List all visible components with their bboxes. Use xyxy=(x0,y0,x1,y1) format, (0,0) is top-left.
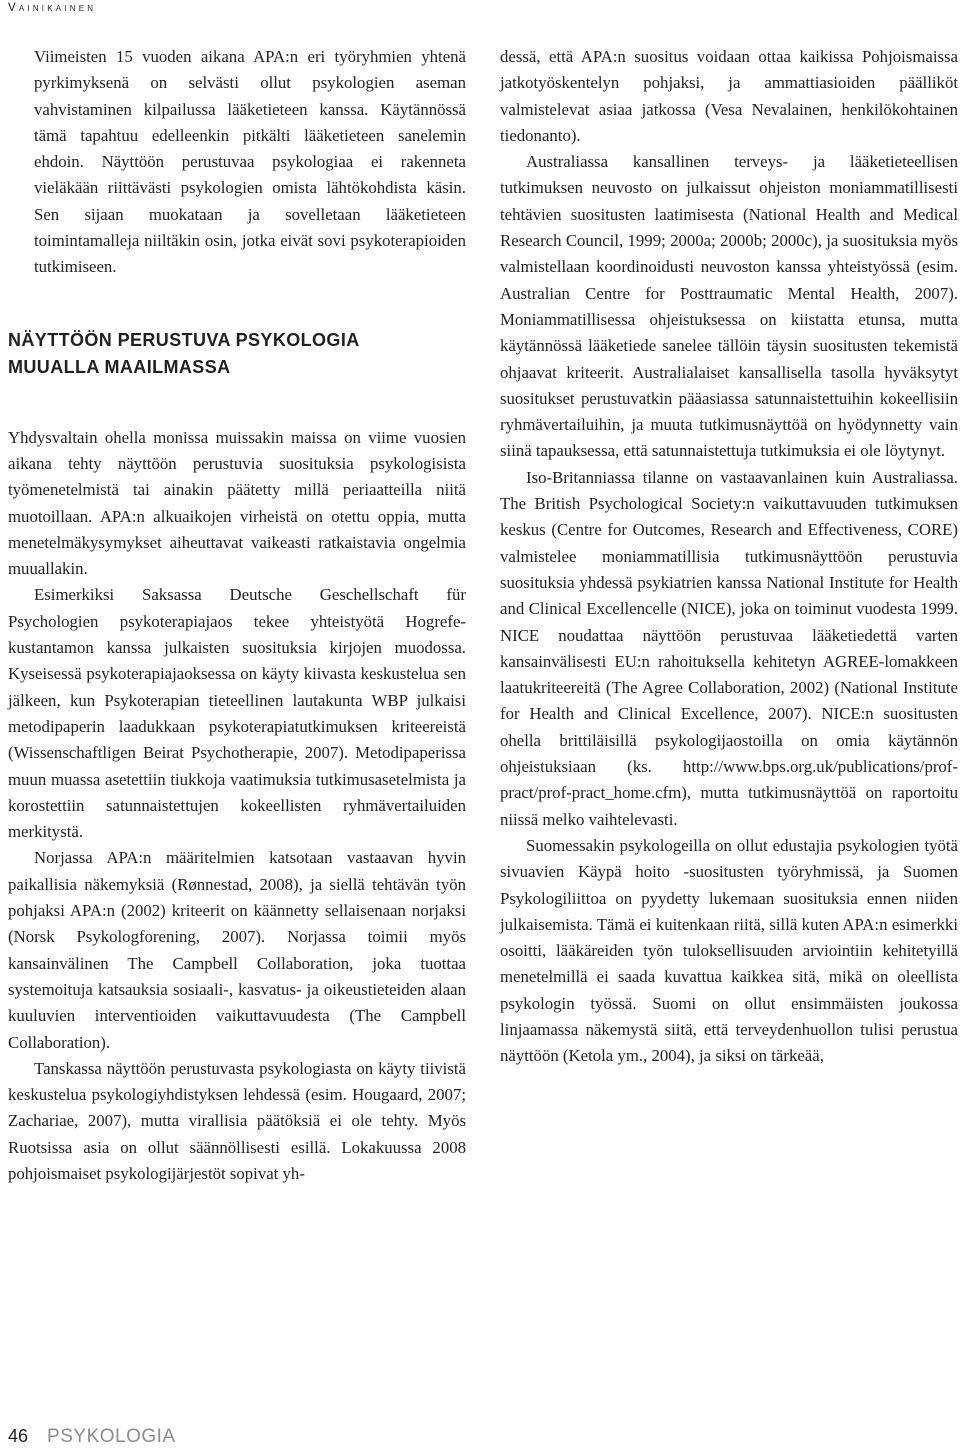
body-paragraph: Iso-Britanniassa tilanne on vastaavanlainen kuin Australiassa. The British Psychological Society:n vaikuttavuuden tutkimuksen keskus (Centre for Outcomes, Research and Effectiveness, CORE) valmistelee moniammatillisia tutkimusnäyttöön perustuvia suosituksia yhdessä psykiatrien kanssa National Institute for Health and Clinical Excellencelle (NICE), joka on toiminut vuodesta 1999. NICE noudattaa näyttöön perustuvaa lääketiedettä varten kansainvälisesti EU:n rahoituksella kehitetyn AGREE-lomakkeen laatukriteereitä (The Agree Collaboration, 2002) (National Institute for Health and Clinical Excellence, 2007). NICE:n suositusten ohella brittiläisillä psykologijaostoilla on omia käytännön ohjeistuksiaan (ks. http://www.bps.org.uk/publications/prof-pract/prof-pract_home.cfm), mutta tutkimusnäyttöä on raportoitu niissä melko vaihtelevasti. xyxy=(500,467,958,829)
body-paragraph: Norjassa APA:n määritelmien katsotaan vastaavan hyvin paikallisia näkemyksiä (Rønnestad, 2008), ja siellä tehtävän työn pohjaksi APA:n (2002) kriteerit on käännetty sellaisenaan norjaksi (Norsk Psykologforening, 2007). Norjassa toimii myös kansainvälinen The Campbell Collaboration, joka tuottaa systemoituja katsauksia sosiaali-, kasvatus- ja oikeustieteiden alaan kuuluvien interventioiden vaikuttavuudesta (The Campbell Collaboration). xyxy=(8,848,466,1052)
running-head: Vainikainen xyxy=(8,2,97,14)
intro-paragraph: Viimeisten 15 vuoden aikana APA:n eri työryhmien yhtenä pyrkimyksenä on selvästi ollut psykologien aseman vahvistaminen kilpailussa lääketieteen kanssa. Käytännössä tämä tapahtuu edelleenkin pitkälti lääketieteen sanelemin ehdoin. Näyttöön perustuvaa psykologiaa ei rakenneta vieläkään riittävästi psykologien omista lähtökohdista käsin. Sen sijaan muokataan ja sovelletaan lääketieteen toimintamalleja niiltäkin osin, jotka eivät sovi psykoterapioiden tutkimiseen. xyxy=(34,47,466,277)
body-paragraph: Esimerkiksi Saksassa Deutsche Geschellschaft für Psychologien psykoterapiajaos tekee yhteistyötä Hogrefe-kustantamon kanssa julkaisten suosituksia kirjojen muodossa. Kyseisessä psykoterapiajaoksessa on käyty kiivasta keskustelua sen jälkeen, kun Psykoterapian tieteellinen lautakunta WBP julkaisi metodipaperin laadukkaan psykoterapiatutkimuksen kriteereistä (Wissenschaftligen Beirat Psychotherapie, 2007). Metodipaperissa muun muassa asetettiin tiukkoja vaatimuksia tutkimusasetelmista ja korostettiin satunnaistettujen kokeellisten ryhmävertailuiden merkitystä. xyxy=(8,585,466,842)
page-footer xyxy=(8,1426,176,1448)
section-heading-line-2: MUUALLA MAAILMASSA xyxy=(8,356,231,377)
body-paragraph: Australiassa kansallinen terveys- ja lääketieteellisen tutkimuksen neuvosto on julkaissut ohjeiston moniammatillisesti tehtävien suositusten laatimisesta (National Health and Medical Research Council, 1999; 2000a; 2000b; 2000c), ja suosituksia myös valmistellaan koordinoidusti neuvoston kanssa yhteistyössä (esim. Australian Centre for Posttraumatic Mental Health, 2007). Moniammatillisessa ohjeistuksessa on kiistatta etunsa, mutta käytännössä lääketiede sanelee tällöin täysin suositusten tekemistä ohjaavat kriteerit. Australialaiset kansallisella tasolla hyväksytyt suositukset perustuvatkin pääasiassa satunnaistettuihin kokeellisiin ryhmävertailuihin, ja muuta tutkimusnäyttöä on hyödynnetty vain siinä tapauksessa, että satunnaistettuja tutkimuksia ei ole löytynyt. xyxy=(500,152,958,461)
right-column xyxy=(500,44,958,1070)
body-paragraph: Suomessakin psykologeilla on ollut edustajia psykologien työtä sivuavien Käypä hoito -suositusten työryhmissä, ja Suomen Psykologiliittoa on pyydetty lukemaan suosituksia ennen niiden julkaisemista. Tämä ei kuitenkaan riitä, sillä kuten APA:n esimerkki osoitti, lääkäreiden työn tuloksellisuuden arviointiin kehitetyillä menetelmillä ei saada kuvattua kaikkea sitä, mikä on oleellista psykologin työssä. Suomi on ollut ensimmäisten joukossa linjaamassa näkemystä siitä, että terveydenhuollon tulisi perustua näyttöön (Ketola ym., 2004), ja siksi on tärkeää, xyxy=(500,835,958,1066)
body-paragraph: dessä, että APA:n suositus voidaan ottaa kaikissa Pohjoismaissa jatkotyöskentelyn pohjaksi, ja ammattiasioiden päälliköt valmistelevat asiaa jatkossa (Vesa Nevalainen, henkilökohtainen tiedonanto). xyxy=(500,47,958,145)
page-number: 46 xyxy=(8,1426,29,1446)
body-paragraph: Tanskassa näyttöön perustuvasta psykologiasta on käyty tiivistä keskustelua psykologiyhdistyksen lehdessä (esim. Hougaard, 2007; Zachariae, 2007), mutta virallisia päätöksiä ei ole tehty. Myös Ruotsissa asia on ollut säännöllisesti esillä. Lokakuussa 2008 pohjoismaiset psykologijärjestöt sopivat yh- xyxy=(8,1058,466,1183)
journal-name: PSYKOLOGIA xyxy=(47,1426,176,1447)
section-heading-line-1: NÄYTTÖÖN PERUSTUVA PSYKOLOGIA xyxy=(8,329,360,350)
body-paragraph: Yhdysvaltain ohella monissa muissakin maissa on viime vuosien aikana tehty näyttöön perustuvia suosituksia psykologisista työmenetelmistä tai ainakin päätetty millä periaatteilla niitä muotoillaan. APA:n alkuaikojen virheistä on otettu oppia, mutta menetelmäkysymykset aiheuttavat vaikeasti ratkaistavia ongelmia muuallakin. xyxy=(8,427,466,579)
section-heading xyxy=(8,327,466,381)
left-column xyxy=(8,44,466,1187)
